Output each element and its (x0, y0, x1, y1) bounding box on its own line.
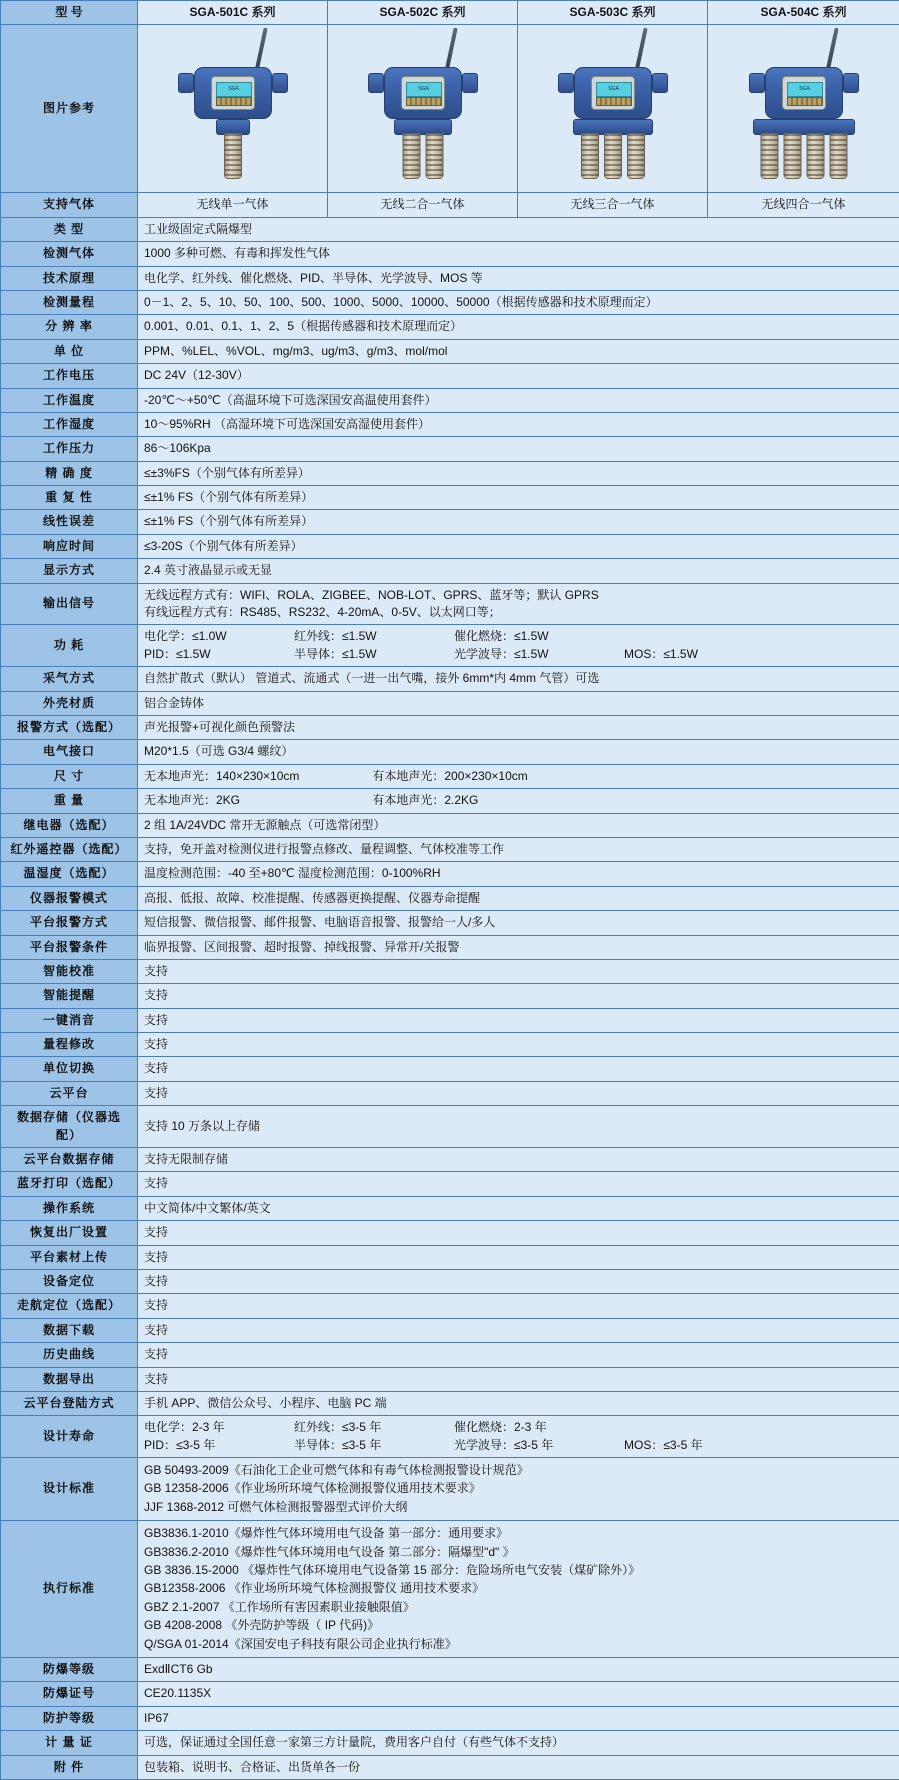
life-line-2 (144, 1437, 893, 1454)
spec-row-operating-system (1, 1196, 899, 1220)
power-semiconductor: 半导体：≤1.5W (294, 646, 454, 663)
spec-row-detect-gas (1, 242, 899, 266)
row-value (138, 764, 899, 788)
device-front-panel (782, 76, 826, 110)
spec-row-electrical-interface (1, 740, 899, 764)
gas-sensor (760, 133, 778, 179)
row-label: 防护等级 (1, 1706, 138, 1730)
spec-row-response-time (1, 534, 899, 558)
row-label: 功 耗 (1, 625, 138, 667)
gas-sensor (604, 133, 622, 179)
execution-standard-item: GB12358-2006 《作业场所环境气体检测报警仪 通用技术要求》 (144, 1580, 893, 1597)
design-standard-item: GB 12358-2006《作业场所环境气体检测报警仪通用技术要求》 (144, 1480, 893, 1497)
spec-row-bluetooth-print (1, 1172, 899, 1196)
power-mos: MOS：≤1.5W (624, 646, 774, 663)
row-value: 2 组 1A/24VDC 常开无源触点（可选常闭型） (138, 813, 899, 837)
row-label: 工作电压 (1, 364, 138, 388)
execution-standard-item: GB 4208-2008 《外壳防护等级（ IP 代码)》 (144, 1617, 893, 1634)
power-electrochemical: 电化学：≤1.0W (144, 628, 294, 645)
row-label: 平台报警方式 (1, 911, 138, 935)
row-value: M20*1.5（可选 G3/4 螺纹） (138, 740, 899, 764)
row-label: 单 位 (1, 339, 138, 363)
spec-row-pressure (1, 437, 899, 461)
row-label: 单位切换 (1, 1057, 138, 1081)
row-label: 平台报警条件 (1, 935, 138, 959)
power-line-2 (144, 646, 893, 663)
row-value (138, 1416, 899, 1458)
row-value: 支持 (138, 984, 899, 1008)
lcd-screen-text: SGA (217, 83, 251, 96)
spec-row-platform-alarm-condition (1, 935, 899, 959)
row-label: 线性误差 (1, 510, 138, 534)
row-value: IP67 (138, 1706, 899, 1730)
spec-row-linearity (1, 510, 899, 534)
row-label: 设备定位 (1, 1269, 138, 1293)
gas-sensor (402, 133, 420, 179)
spec-row-resolution (1, 315, 899, 339)
spec-row-smart-calibration (1, 959, 899, 983)
row-value: 支持 (138, 959, 899, 983)
gas-sensor (224, 133, 242, 179)
supported-gas-503c: 无线三合一气体 (518, 193, 708, 217)
row-value: 支持 (138, 1081, 899, 1105)
row-label: 云平台数据存储 (1, 1148, 138, 1172)
row-label: 历史曲线 (1, 1343, 138, 1367)
row-label: 仪器报警模式 (1, 886, 138, 910)
life-electrochemical: 电化学：2-3 年 (144, 1419, 294, 1436)
row-value: 自然扩散式（默认） 管道式、流通式（一进一出气嘴，接外 6mm*内 4mm 气管）可选 (138, 667, 899, 691)
spec-row-data-download (1, 1318, 899, 1342)
lcd-screen-text: SGA (407, 83, 441, 96)
speaker-grill (406, 97, 442, 106)
weight-without-alarm: 无本地声光：2KG (144, 792, 369, 809)
sga-502c-device (343, 29, 503, 189)
row-label: 执行标准 (1, 1521, 138, 1658)
row-value: 支持无限制存储 (138, 1148, 899, 1172)
row-value: ≤±1% FS（个别气体有所差异） (138, 486, 899, 510)
execution-standard-item: Q/SGA 01-2014《深国安电子科技有限公司企业执行标准》 (144, 1636, 893, 1653)
row-label: 平台素材上传 (1, 1245, 138, 1269)
device-image-501c (138, 25, 328, 193)
row-value: DC 24V（12-30V） (138, 364, 899, 388)
supported-gas-label: 支持气体 (1, 193, 138, 217)
row-label: 云平台登陆方式 (1, 1391, 138, 1415)
lcd-screen (216, 82, 252, 97)
dimension-with-alarm: 有本地声光：200×230×10cm (372, 769, 527, 783)
spec-row-design-standard (1, 1458, 899, 1521)
life-infrared: 红外线：≤3-5 年 (294, 1419, 454, 1436)
gas-sensor (425, 133, 443, 179)
spec-row-cloud-platform (1, 1081, 899, 1105)
row-label: 蓝牙打印（选配） (1, 1172, 138, 1196)
mount-bracket-right (462, 73, 478, 93)
gas-sensor (581, 133, 599, 179)
power-line-1 (144, 628, 893, 645)
row-label: 采气方式 (1, 667, 138, 691)
spec-row-range-modify (1, 1033, 899, 1057)
row-label: 走航定位（选配） (1, 1294, 138, 1318)
supported-gas-502c: 无线二合一气体 (328, 193, 518, 217)
spec-row-smart-reminder (1, 984, 899, 1008)
row-label: 电气接口 (1, 740, 138, 764)
antenna-icon (635, 27, 648, 69)
model-501c: SGA-501C 系列 (138, 1, 328, 25)
row-value: 2.4 英寸液晶显示或无显 (138, 559, 899, 583)
row-label: 一键消音 (1, 1008, 138, 1032)
row-value: 支持 (138, 1172, 899, 1196)
row-label: 类 型 (1, 217, 138, 241)
image-reference-row (1, 25, 899, 193)
device-front-panel (401, 76, 445, 110)
supported-gas-501c: 无线单一气体 (138, 193, 328, 217)
lcd-screen-text: SGA (597, 83, 631, 96)
spec-row-metering-cert (1, 1731, 899, 1755)
spec-row-voltage (1, 364, 899, 388)
row-label: 云平台 (1, 1081, 138, 1105)
gas-sensor (829, 133, 847, 179)
row-label: 精 确 度 (1, 461, 138, 485)
power-blank-1 (624, 628, 774, 645)
row-label: 显示方式 (1, 559, 138, 583)
spec-row-sampling (1, 667, 899, 691)
life-pid: PID：≤3-5 年 (144, 1437, 294, 1454)
sensor-group (760, 133, 847, 179)
speaker-grill (787, 97, 823, 106)
output-wired: 有线远程方式有：RS485、RS232、4-20mA、0-5V、以太网口等； (144, 604, 893, 621)
life-blank-1 (624, 1419, 774, 1436)
spec-row-history-curve (1, 1343, 899, 1367)
spec-row-unit (1, 339, 899, 363)
row-label: 分 辨 率 (1, 315, 138, 339)
row-value: 10～95%RH （高湿环境下可选深国安高湿使用套件） (138, 412, 899, 436)
speaker-grill (216, 97, 252, 106)
device-image-504c (708, 25, 899, 193)
row-value: 支持 (138, 1269, 899, 1293)
row-value (138, 1521, 899, 1658)
spec-row-output-signal (1, 583, 899, 625)
sga-501c-device (153, 29, 313, 189)
spec-row-protection-level (1, 1706, 899, 1730)
row-value: 支持 (138, 1367, 899, 1391)
row-label: 输出信号 (1, 583, 138, 625)
device-housing (765, 67, 843, 119)
mount-bracket-left (368, 73, 384, 93)
row-value: 高报、低报、故障、校准提醒、传感器更换提醒、仪器寿命提醒 (138, 886, 899, 910)
supported-gas-row (1, 193, 899, 217)
gas-sensor (627, 133, 645, 179)
device-front-panel (591, 76, 635, 110)
spec-row-type (1, 217, 899, 241)
row-label: 智能提醒 (1, 984, 138, 1008)
row-label: 检测气体 (1, 242, 138, 266)
lcd-screen (596, 82, 632, 97)
row-value: ≤3-20S（个别气体有所差异） (138, 534, 899, 558)
spec-row-design-life (1, 1416, 899, 1458)
row-label: 量程修改 (1, 1033, 138, 1057)
spec-row-mobile-location (1, 1294, 899, 1318)
row-value: 温度检测范围：-40 至+80℃ 湿度检测范围：0-100%RH (138, 862, 899, 886)
row-label: 防爆证号 (1, 1682, 138, 1706)
spec-row-explosion-proof-level (1, 1658, 899, 1682)
spec-row-accessories (1, 1755, 899, 1779)
power-infrared: 红外线：≤1.5W (294, 628, 454, 645)
row-value: ExdⅡCT6 Gb (138, 1658, 899, 1682)
spec-row-cloud-data-storage (1, 1148, 899, 1172)
spec-row-temp-humidity-option (1, 862, 899, 886)
life-mos: MOS：≤3-5 年 (624, 1437, 774, 1454)
spec-row-factory-reset (1, 1221, 899, 1245)
execution-standard-item: GB3836.2-2010《爆炸性气体环境用电气设备 第二部分：隔爆型"d" 》 (144, 1544, 893, 1561)
row-label: 响应时间 (1, 534, 138, 558)
device-image-502c (328, 25, 518, 193)
spec-row-alarm-method (1, 715, 899, 739)
supported-gas-504c: 无线四合一气体 (708, 193, 899, 217)
spec-row-temperature (1, 388, 899, 412)
row-value: 铝合金铸体 (138, 691, 899, 715)
row-value: 工业级固定式隔爆型 (138, 217, 899, 241)
row-value (138, 789, 899, 813)
row-value: ≤±1% FS（个别气体有所差异） (138, 510, 899, 534)
life-semiconductor: 半导体：≤3-5 年 (294, 1437, 454, 1454)
row-value: -20℃～+50℃（高温环境下可选深国安高温使用套件） (138, 388, 899, 412)
spec-row-platform-upload (1, 1245, 899, 1269)
spec-row-weight (1, 789, 899, 813)
execution-standard-item: GB3836.1-2010《爆炸性气体环境用电气设备 第一部分：通用要求》 (144, 1525, 893, 1542)
row-value: 支持，免开盖对检测仪进行报警点修改、量程调整、气体校准等工作 (138, 837, 899, 861)
execution-standard-item: GBZ 2.1-2007 《工作场所有害因素职业接触限值》 (144, 1599, 893, 1616)
spec-row-cloud-login (1, 1391, 899, 1415)
spec-row-display (1, 559, 899, 583)
row-label: 工作温度 (1, 388, 138, 412)
spec-row-platform-alarm-method (1, 911, 899, 935)
antenna-icon (255, 27, 268, 69)
antenna-icon (826, 27, 839, 69)
row-value: 短信报警、微信报警、邮件报警、电脑语音报警、报警给一人/多人 (138, 911, 899, 935)
row-label: 检测量程 (1, 290, 138, 314)
mount-bracket-left (558, 73, 574, 93)
weight-with-alarm: 有本地声光：2.2KG (372, 793, 478, 807)
row-value: 0－1、2、5、10、50、100、500、1000、5000、10000、50000（根据传感器和技术原理而定） (138, 290, 899, 314)
gas-sensor (806, 133, 824, 179)
row-label: 设计寿命 (1, 1416, 138, 1458)
spec-row-data-export (1, 1367, 899, 1391)
row-value: 可选，保证通过全国任意一家第三方计量院，费用客户自付（有些气体不支持） (138, 1731, 899, 1755)
life-catalytic: 催化燃烧：2-3 年 (454, 1419, 624, 1436)
row-label: 恢复出厂设置 (1, 1221, 138, 1245)
spec-row-execution-standard (1, 1521, 899, 1658)
row-label: 计 量 证 (1, 1731, 138, 1755)
spec-row-repeatability (1, 486, 899, 510)
design-standard-item: GB 50493-2009《石油化工企业可燃气体和有毒气体检测报警设计规范》 (144, 1462, 893, 1479)
spec-row-range (1, 290, 899, 314)
model-503c: SGA-503C 系列 (518, 1, 708, 25)
row-value: 包装箱、说明书、合格证、出货单各一份 (138, 1755, 899, 1779)
row-label: 数据导出 (1, 1367, 138, 1391)
spec-row-humidity (1, 412, 899, 436)
power-catalytic: 催化燃烧：≤1.5W (454, 628, 624, 645)
row-value: 支持 (138, 1294, 899, 1318)
design-standard-item: JJF 1368-2012 可燃气体检测报警器型式评价大纲 (144, 1499, 893, 1516)
model-504c: SGA-504C 系列 (708, 1, 899, 25)
life-optical-waveguide: 光学波导：≤3-5 年 (454, 1437, 624, 1454)
mount-bracket-right (272, 73, 288, 93)
device-housing (194, 67, 272, 119)
row-label: 工作湿度 (1, 412, 138, 436)
row-value: 中文简体/中文繁体/英文 (138, 1196, 899, 1220)
antenna-icon (445, 27, 458, 69)
spec-row-explosion-proof-cert (1, 1682, 899, 1706)
row-label: 智能校准 (1, 959, 138, 983)
row-label: 附 件 (1, 1755, 138, 1779)
row-value: 支持 (138, 1221, 899, 1245)
row-value: 支持 10 万条以上存储 (138, 1106, 899, 1148)
sensor-group (581, 133, 645, 179)
power-pid: PID：≤1.5W (144, 646, 294, 663)
row-label: 红外遥控器（选配） (1, 837, 138, 861)
sga-503c-device (533, 29, 693, 189)
row-value: 电化学、红外线、催化燃烧、PID、半导体、光学波导、MOS 等 (138, 266, 899, 290)
spec-row-instrument-alarm-mode (1, 886, 899, 910)
row-value: ≤±3%FS（个别气体有所差异） (138, 461, 899, 485)
row-label: 外壳材质 (1, 691, 138, 715)
row-value: PPM、%LEL、%VOL、mg/m3、ug/m3、g/m3、mol/mol (138, 339, 899, 363)
gas-sensor (783, 133, 801, 179)
output-wireless: 无线远程方式有：WIFI、ROLA、ZIGBEE、NOB-LOT、GPRS、蓝牙等；默认 GPRS (144, 587, 893, 604)
spec-row-dimension (1, 764, 899, 788)
device-front-panel (211, 76, 255, 110)
row-label: 设计标准 (1, 1458, 138, 1521)
device-housing (574, 67, 652, 119)
row-value: 支持 (138, 1057, 899, 1081)
spec-row-device-location (1, 1269, 899, 1293)
spec-row-ir-remote (1, 837, 899, 861)
row-value: 声光报警+可视化颜色预警法 (138, 715, 899, 739)
row-value (138, 625, 899, 667)
row-value: 0.001、0.01、0.1、1、2、5（根据传感器和技术原理而定） (138, 315, 899, 339)
row-value: 支持 (138, 1318, 899, 1342)
row-label: 操作系统 (1, 1196, 138, 1220)
row-label: 重 复 性 (1, 486, 138, 510)
power-optical-waveguide: 光学波导：≤1.5W (454, 646, 624, 663)
lcd-screen-text: SGA (788, 83, 822, 96)
row-value: 支持 (138, 1245, 899, 1269)
device-image-503c (518, 25, 708, 193)
row-label: 温湿度（选配） (1, 862, 138, 886)
row-label: 防爆等级 (1, 1658, 138, 1682)
sensor-group (224, 133, 242, 179)
speaker-grill (596, 97, 632, 106)
row-value (138, 583, 899, 625)
image-reference-label: 图片参考 (1, 25, 138, 193)
spec-row-accuracy (1, 461, 899, 485)
life-line-1 (144, 1419, 893, 1436)
lcd-screen (406, 82, 442, 97)
row-label: 尺 寸 (1, 764, 138, 788)
row-value: 支持 (138, 1008, 899, 1032)
lcd-screen (787, 82, 823, 97)
row-value: 临界报警、区间报警、超时报警、掉线报警、异常开/关报警 (138, 935, 899, 959)
sga-504c-device (724, 29, 884, 189)
dimension-without-alarm: 无本地声光：140×230×10cm (144, 768, 369, 785)
mount-bracket-right (652, 73, 668, 93)
table-header-row (1, 1, 899, 25)
sensor-group (402, 133, 443, 179)
row-label: 数据存储（仪器选配） (1, 1106, 138, 1148)
spec-row-one-key-mute (1, 1008, 899, 1032)
row-label: 报警方式（选配） (1, 715, 138, 739)
row-value: 86～106Kpa (138, 437, 899, 461)
mount-bracket-left (178, 73, 194, 93)
spec-row-housing-material (1, 691, 899, 715)
row-value: CE20.1135X (138, 1682, 899, 1706)
model-502c: SGA-502C 系列 (328, 1, 518, 25)
row-label: 重 量 (1, 789, 138, 813)
spec-row-relay (1, 813, 899, 837)
row-value: 1000 多种可燃、有毒和挥发性气体 (138, 242, 899, 266)
row-value: 支持 (138, 1343, 899, 1367)
device-housing (384, 67, 462, 119)
row-value: 支持 (138, 1033, 899, 1057)
row-value: 手机 APP、微信公众号、小程序、电脑 PC 端 (138, 1391, 899, 1415)
spec-row-unit-switch (1, 1057, 899, 1081)
execution-standard-item: GB 3836.15-2000 《爆炸性气体环境用电气设备第 15 部分：危险场所电气安装（煤矿除外）》 (144, 1562, 893, 1579)
row-label: 技术原理 (1, 266, 138, 290)
model-label: 型 号 (1, 1, 138, 25)
row-value (138, 1458, 899, 1521)
spec-row-principle (1, 266, 899, 290)
row-label: 数据下载 (1, 1318, 138, 1342)
row-label: 继电器（选配） (1, 813, 138, 837)
row-label: 工作压力 (1, 437, 138, 461)
spec-row-power (1, 625, 899, 667)
spec-row-data-storage (1, 1106, 899, 1148)
mount-bracket-right (843, 73, 859, 93)
mount-bracket-left (749, 73, 765, 93)
